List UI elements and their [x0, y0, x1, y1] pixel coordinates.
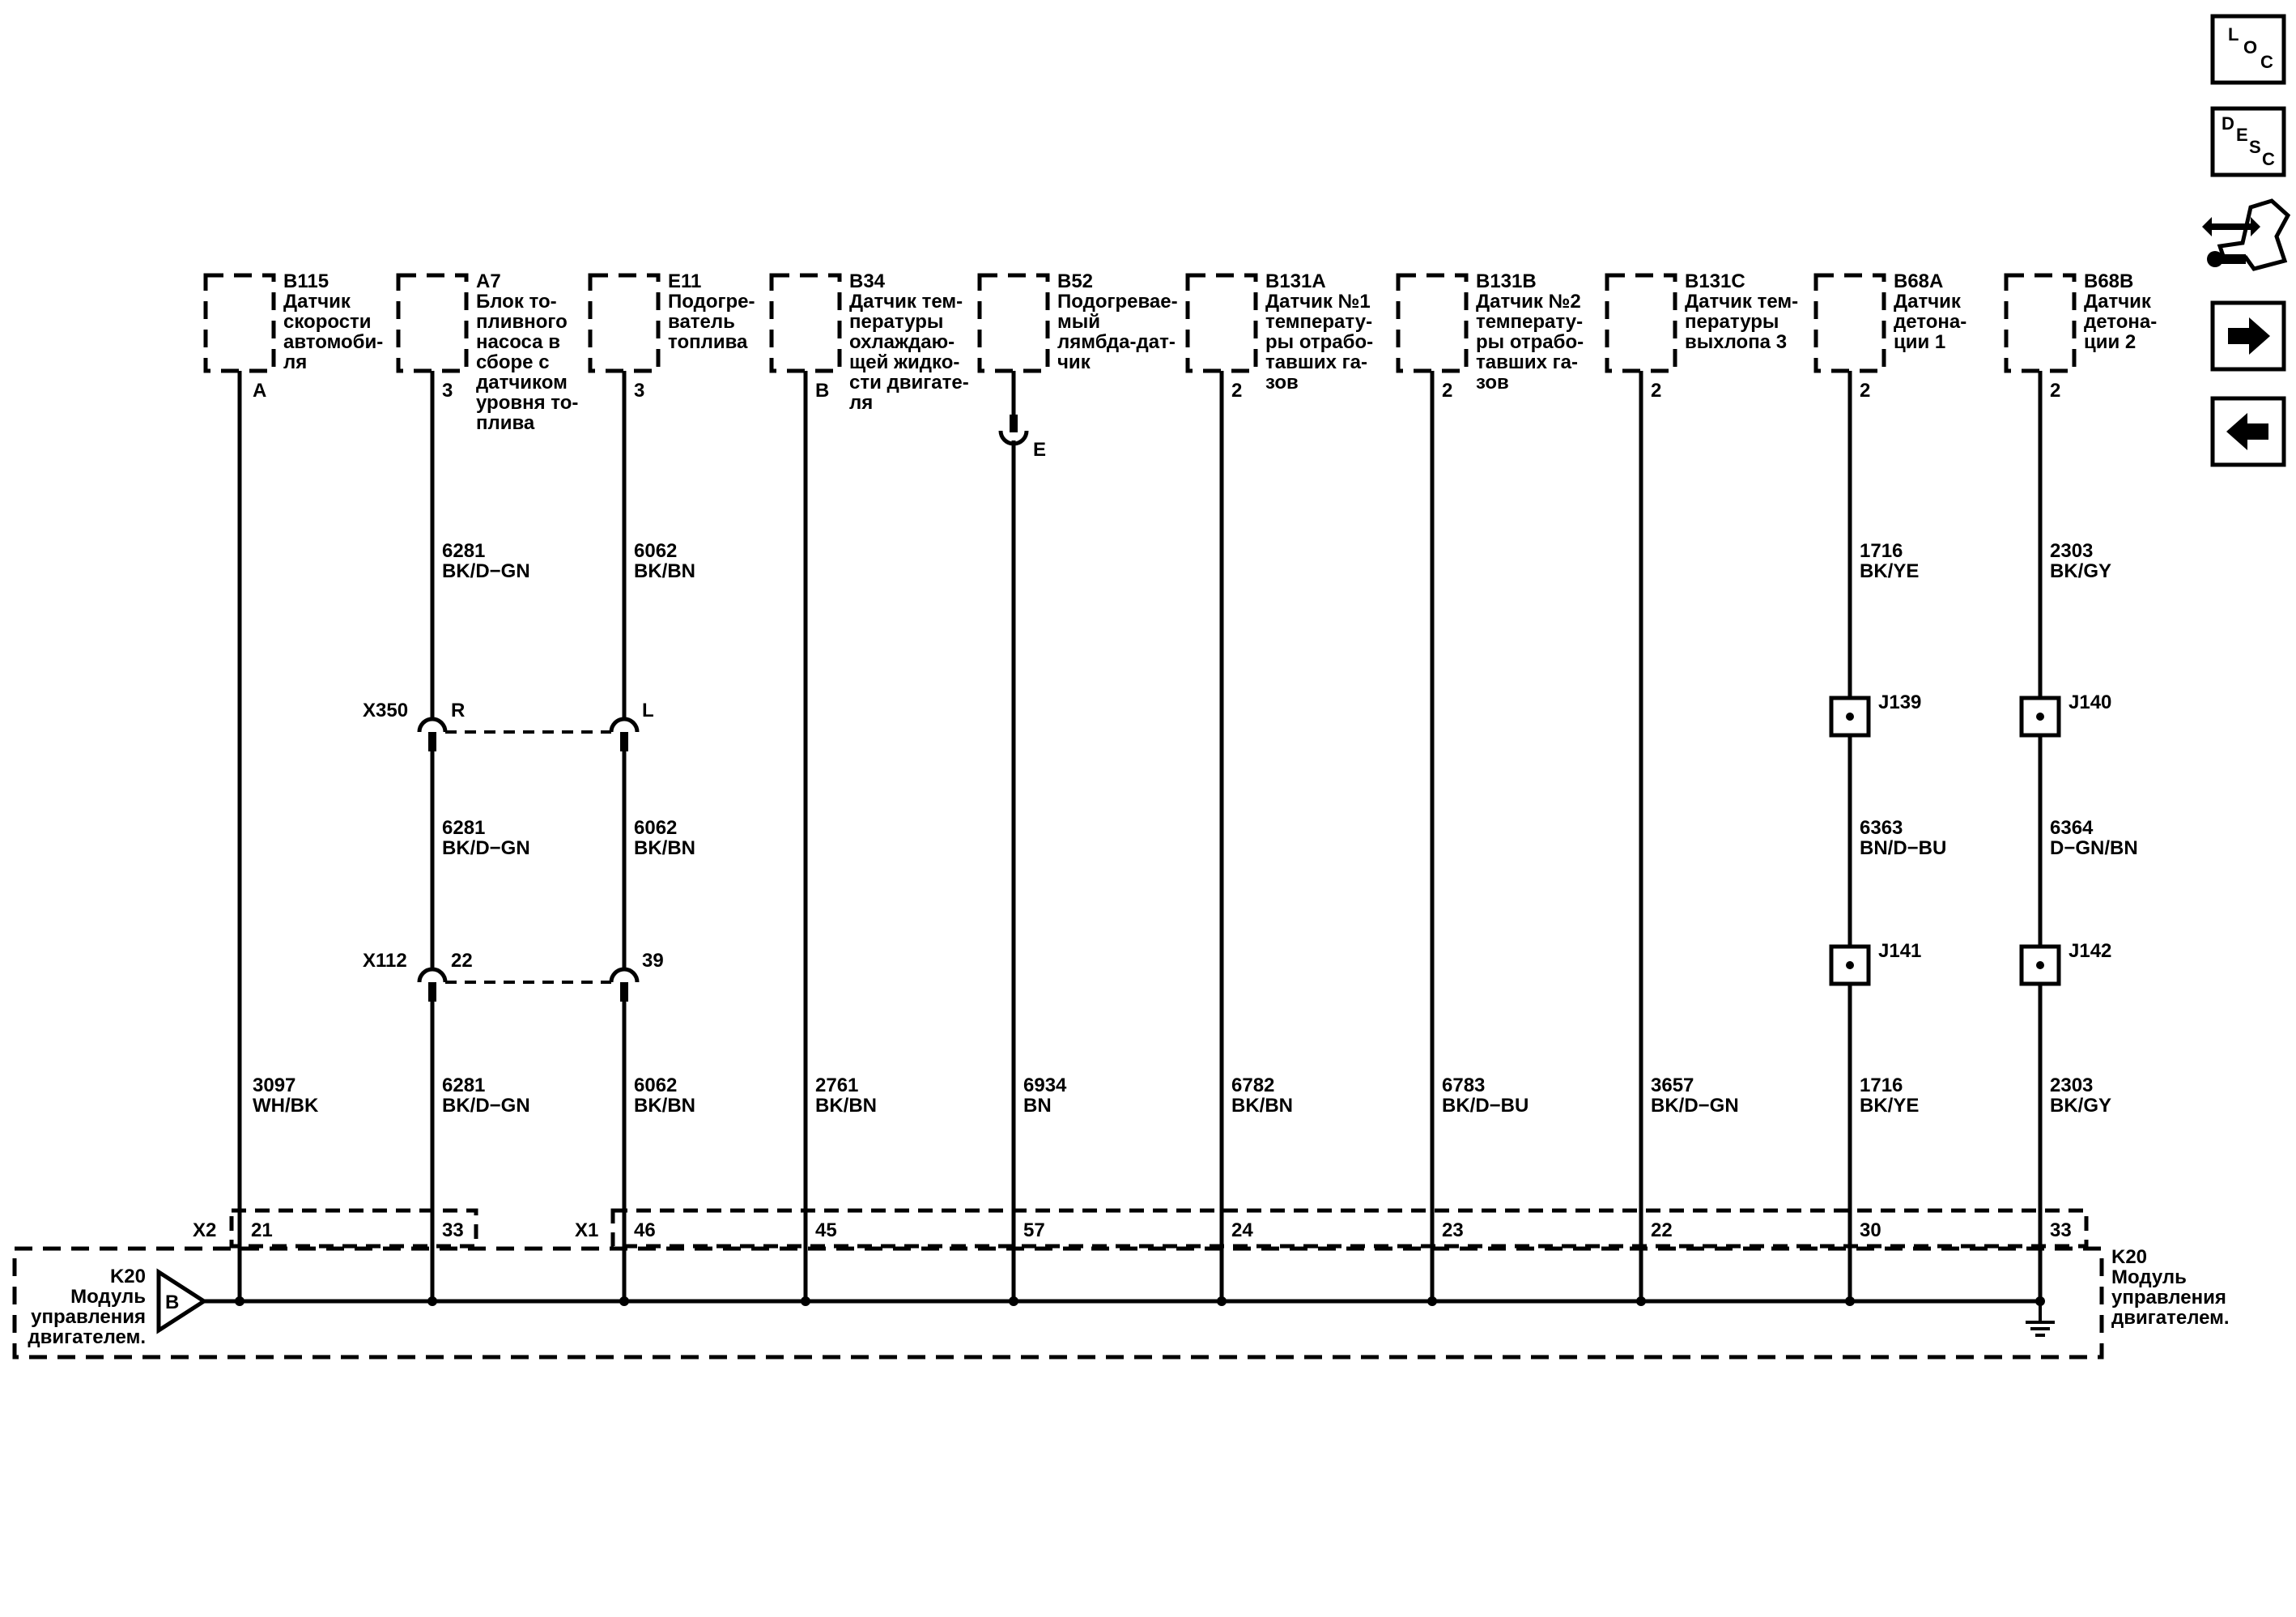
svg-text:Модуль: Модуль [70, 1286, 146, 1308]
connector-pin: L [642, 700, 654, 721]
svg-text:6783: 6783 [1442, 1074, 1486, 1096]
svg-text:E: E [2236, 125, 2248, 145]
svg-text:B131B: B131B [1476, 270, 1537, 292]
connector-x350[interactable] [363, 700, 654, 751]
svg-text:Датчик тем-: Датчик тем- [1685, 291, 1799, 313]
module-pin: 33 [442, 1219, 464, 1241]
svg-text:B34: B34 [849, 270, 886, 292]
svg-text:температу-: температу- [1265, 311, 1373, 333]
connector-pin: 22 [451, 950, 473, 972]
component-b52[interactable] [980, 270, 1178, 373]
svg-text:E11: E11 [668, 270, 702, 292]
svg-text:BK/D−GN: BK/D−GN [442, 837, 530, 859]
svg-text:насоса в: насоса в [476, 331, 560, 353]
module-name-right: K20 [2111, 1246, 2148, 1268]
svg-text:щей жидко-: щей жидко- [849, 351, 960, 373]
module-pin: 21 [251, 1219, 273, 1241]
svg-text:температу-: температу- [1476, 311, 1584, 333]
svg-text:скорости: скорости [283, 311, 372, 333]
svg-text:тавших га-: тавших га- [1265, 351, 1367, 373]
pin-label: A [253, 380, 267, 402]
svg-text:Датчик: Датчик [2084, 291, 2151, 313]
pin-label: 3 [634, 380, 645, 402]
wire-labels [253, 540, 2138, 1117]
connector-pin: 39 [642, 950, 664, 972]
svg-text:Датчик №2: Датчик №2 [1476, 291, 1581, 313]
svg-text:S: S [2249, 137, 2261, 157]
module-pin: 23 [1442, 1219, 1464, 1241]
svg-text:J141: J141 [1878, 940, 1922, 962]
connector-ref: X350 [363, 700, 409, 721]
svg-text:ры отрабо-: ры отрабо- [1476, 331, 1584, 353]
svg-text:BK/GY: BK/GY [2050, 1095, 2112, 1117]
svg-text:зов: зов [1265, 372, 1299, 394]
connector-pin: R [451, 700, 466, 721]
splice-j142[interactable] [2022, 940, 2111, 984]
svg-text:выхлопа 3: выхлопа 3 [1685, 331, 1788, 353]
svg-text:6281: 6281 [442, 1074, 486, 1096]
pin-label: 2 [1860, 380, 1871, 402]
svg-text:Подогревае-: Подогревае- [1057, 291, 1178, 313]
pin-label: 2 [1651, 380, 1662, 402]
svg-text:L: L [2228, 24, 2239, 45]
svg-text:BK/BN: BK/BN [815, 1095, 877, 1117]
svg-text:A7: A7 [476, 270, 501, 292]
svg-text:зов: зов [1476, 372, 1509, 394]
svg-text:BK/BN: BK/BN [634, 560, 695, 582]
svg-text:автомоби-: автомоби- [283, 331, 384, 353]
svg-text:топлива: топлива [668, 331, 748, 353]
connector-b52-pin [1001, 415, 1027, 444]
svg-text:D: D [2222, 113, 2234, 134]
svg-text:сти двигате-: сти двигате- [849, 372, 969, 394]
connector-ref: X112 [363, 950, 407, 972]
svg-text:BK/BN: BK/BN [1231, 1095, 1293, 1117]
svg-text:детона-: детона- [1894, 311, 1967, 333]
svg-text:ции 1: ции 1 [1894, 331, 1946, 353]
svg-text:Датчик: Датчик [283, 291, 351, 313]
svg-text:BK/D−GN: BK/D−GN [442, 560, 530, 582]
svg-text:BK/BN: BK/BN [634, 1095, 695, 1117]
component-ref: B115 [283, 270, 330, 292]
pin-label: 2 [1442, 380, 1453, 402]
svg-text:B68A: B68A [1894, 270, 1944, 292]
splice-j140[interactable] [2022, 691, 2111, 735]
svg-text:1716: 1716 [1860, 1074, 1903, 1096]
svg-text:6062: 6062 [634, 540, 678, 562]
svg-text:1716: 1716 [1860, 540, 1903, 562]
module-pin: 46 [634, 1219, 656, 1241]
svg-text:BK/D−BU: BK/D−BU [1442, 1095, 1529, 1117]
component-b131a[interactable] [1188, 270, 1373, 394]
svg-text:BK/BN: BK/BN [634, 837, 695, 859]
bus-triangle-icon [159, 1272, 204, 1330]
svg-text:6782: 6782 [1231, 1074, 1275, 1096]
svg-text:6062: 6062 [634, 817, 678, 839]
ground-icon [2026, 1301, 2055, 1335]
svg-text:J139: J139 [1878, 691, 1922, 713]
svg-text:B131A: B131A [1265, 270, 1326, 292]
svg-text:тавших га-: тавших га- [1476, 351, 1578, 373]
svg-text:мый: мый [1057, 311, 1101, 333]
svg-text:BN/D−BU: BN/D−BU [1860, 837, 1947, 859]
svg-text:C: C [2260, 52, 2273, 72]
pin-label: 3 [442, 380, 453, 402]
component-b68a[interactable] [1816, 270, 1966, 371]
svg-text:B: B [165, 1291, 180, 1313]
svg-text:управления: управления [2111, 1287, 2226, 1308]
component-b34[interactable] [772, 270, 969, 414]
svg-text:двигателем.: двигателем. [28, 1326, 146, 1348]
svg-text:6934: 6934 [1023, 1074, 1067, 1096]
svg-text:пливного: пливного [476, 311, 568, 333]
svg-text:BK/GY: BK/GY [2050, 560, 2112, 582]
svg-text:BK/YE: BK/YE [1860, 560, 1920, 582]
svg-text:B52: B52 [1057, 270, 1094, 292]
svg-text:плива: плива [476, 412, 535, 434]
module-pin: 24 [1231, 1219, 1253, 1241]
svg-text:6281: 6281 [442, 540, 486, 562]
svg-text:2303: 2303 [2050, 540, 2094, 562]
pin-label: 2 [2050, 380, 2061, 402]
svg-text:ватель: ватель [668, 311, 735, 333]
wires [240, 371, 2040, 1301]
svg-text:J142: J142 [2069, 940, 2112, 962]
svg-text:D−GN/BN: D−GN/BN [2050, 837, 2138, 859]
component-a7[interactable] [398, 270, 578, 434]
connector-x1-label: X1 [575, 1219, 599, 1241]
svg-text:6062: 6062 [634, 1074, 678, 1096]
loc-button[interactable] [2213, 16, 2284, 83]
splice-j141[interactable] [1831, 940, 1921, 984]
connector-icon[interactable] [2202, 201, 2288, 269]
svg-text:3097: 3097 [253, 1074, 296, 1096]
module-name-left: K20 [109, 1266, 146, 1287]
svg-text:WH/BK: WH/BK [253, 1095, 319, 1117]
svg-text:BK/D−GN: BK/D−GN [442, 1095, 530, 1117]
pin-label: E [1033, 439, 1047, 461]
svg-text:BK/YE: BK/YE [1860, 1095, 1920, 1117]
svg-text:J140: J140 [2069, 691, 2112, 713]
svg-text:6363: 6363 [1860, 817, 1903, 839]
svg-text:пературы: пературы [849, 311, 944, 333]
splice-j139[interactable] [1831, 691, 1921, 735]
svg-text:B131C: B131C [1685, 270, 1745, 292]
svg-text:2761: 2761 [815, 1074, 859, 1096]
svg-text:охлаждаю-: охлаждаю- [849, 331, 955, 353]
pin-label: 2 [1231, 380, 1243, 402]
svg-text:Модуль: Модуль [2111, 1266, 2187, 1288]
component-e11[interactable] [590, 270, 755, 371]
svg-text:Датчик тем-: Датчик тем- [849, 291, 963, 313]
module-pin: 30 [1860, 1219, 1881, 1241]
svg-text:6364: 6364 [2050, 817, 2094, 839]
svg-text:Подогре-: Подогре- [668, 291, 755, 313]
desc-button[interactable] [2213, 109, 2284, 175]
svg-text:3657: 3657 [1651, 1074, 1694, 1096]
svg-text:двигателем.: двигателем. [2111, 1307, 2230, 1329]
svg-text:лямбда-дат-: лямбда-дат- [1057, 331, 1176, 353]
module-pin: 33 [2050, 1219, 2072, 1241]
component-b68b[interactable] [2006, 270, 2157, 371]
svg-text:ры отрабо-: ры отрабо- [1265, 331, 1374, 353]
svg-text:B68B: B68B [2084, 270, 2134, 292]
nav-panel [2202, 16, 2288, 465]
svg-text:Датчик №1: Датчик №1 [1265, 291, 1371, 313]
svg-text:Датчик: Датчик [1894, 291, 1961, 313]
components [206, 270, 2157, 434]
component-b131c[interactable] [1607, 270, 1798, 371]
svg-text:уровня то-: уровня то- [476, 392, 579, 414]
connector-x112[interactable] [363, 950, 664, 1002]
pin-label: B [815, 380, 830, 402]
svg-text:ции 2: ции 2 [2084, 331, 2137, 353]
svg-text:6281: 6281 [442, 817, 486, 839]
svg-text:Блок то-: Блок то- [476, 291, 557, 313]
svg-text:BK/D−GN: BK/D−GN [1651, 1095, 1739, 1117]
svg-text:сборе с: сборе с [476, 351, 550, 373]
svg-text:ля: ля [283, 351, 308, 373]
svg-text:датчиком: датчиком [476, 372, 568, 394]
module-pin: 45 [815, 1219, 837, 1241]
module-pin: 22 [1651, 1219, 1673, 1241]
arrow-right-button[interactable] [2213, 303, 2284, 369]
svg-text:ля: ля [849, 392, 874, 414]
svg-text:O: O [2243, 37, 2258, 57]
svg-text:управления: управления [31, 1306, 146, 1328]
svg-text:чик: чик [1057, 351, 1091, 373]
svg-text:2303: 2303 [2050, 1074, 2094, 1096]
arrow-left-button[interactable] [2213, 398, 2284, 465]
connector-x2-label: X2 [193, 1219, 217, 1241]
svg-text:детона-: детона- [2084, 311, 2158, 333]
svg-text:пературы: пературы [1685, 311, 1779, 333]
component-b115[interactable] [206, 270, 383, 373]
component-b131b[interactable] [1398, 270, 1584, 394]
module-pin: 57 [1023, 1219, 1045, 1241]
svg-text:BN: BN [1023, 1095, 1052, 1117]
module-k20[interactable] [15, 1211, 2230, 1357]
svg-text:C: C [2262, 149, 2275, 169]
